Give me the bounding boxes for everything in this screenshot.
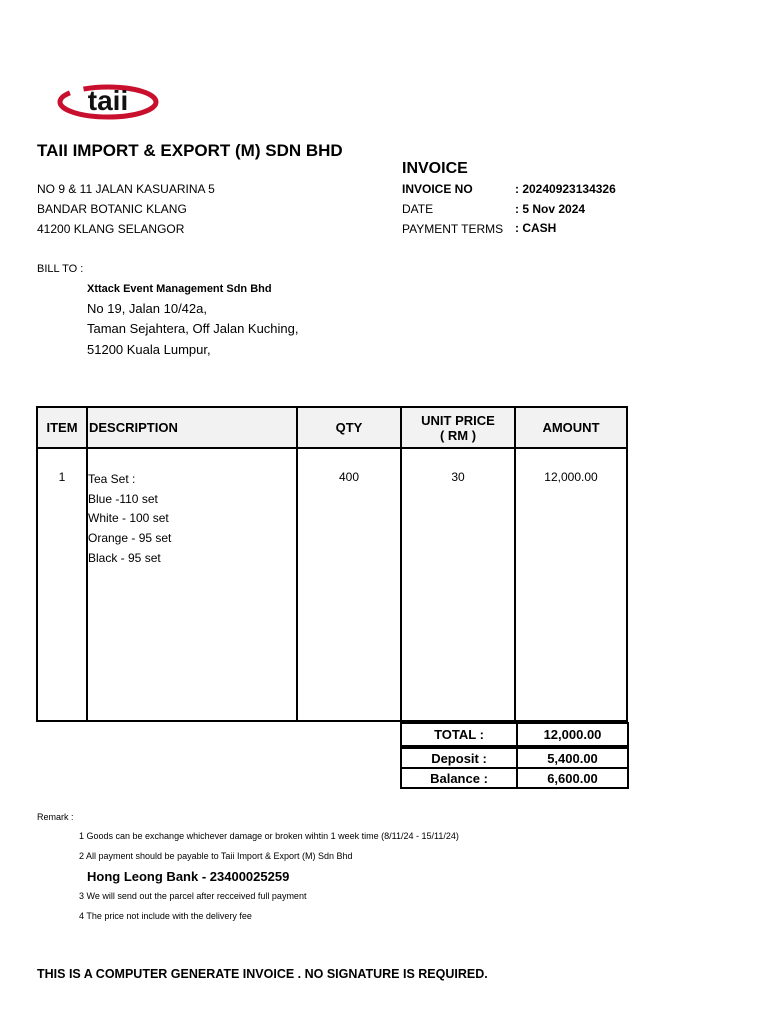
invoice-no-value: : 20240923134326 <box>515 182 616 196</box>
remark-label: Remark : <box>37 812 74 822</box>
balance-label: Balance : <box>430 770 488 786</box>
items-table <box>36 406 628 722</box>
deposit-value: 5,400.00 <box>516 749 627 767</box>
header-unit-price-line-2: ( RM ) <box>439 427 477 443</box>
row-amount: 12,000.00 <box>544 470 598 484</box>
bill-to-name: Xttack Event Management Sdn Bhd <box>87 283 272 295</box>
summary-balance <box>400 767 629 789</box>
payment-terms-value: : CASH <box>515 221 557 235</box>
footer-note: THIS IS A COMPUTER GENERATE INVOICE . NO SIGNATURE IS REQUIRED. <box>37 967 488 981</box>
logo-text: taii <box>87 85 129 116</box>
header-qty: QTY <box>335 420 363 435</box>
bill-to-address-line-3: 51200 Kuala Lumpur, <box>87 342 211 357</box>
header-description: DESCRIPTION <box>89 420 178 435</box>
total-value: 12,000.00 <box>516 724 627 745</box>
remark-item-4: 4 The price not include with the delivery fee <box>79 911 252 921</box>
bill-to-label: BILL TO : <box>37 263 84 275</box>
summary-total <box>400 722 629 747</box>
row-unit-price: 30 <box>451 470 465 484</box>
description-line: Black - 95 set <box>88 550 161 565</box>
company-address-line-1: NO 9 & 11 JALAN KASUARINA 5 <box>37 182 215 196</box>
company-address-line-2: BANDAR BOTANIC KLANG <box>37 202 187 216</box>
description-line: Orange - 95 set <box>88 531 172 546</box>
date-value: : 5 Nov 2024 <box>515 202 586 216</box>
remark-item-1: 1 Goods can be exchange whichever damage or broken wihtin 1 week time (8/11/24 - 15/11/24) <box>79 831 459 841</box>
row-description <box>88 470 171 569</box>
summary-deposit <box>400 747 629 769</box>
header-unit-price-line-1: UNIT PRICE <box>421 412 495 428</box>
row-item: 1 <box>58 470 66 484</box>
row-qty: 400 <box>338 470 360 484</box>
balance-value: 6,600.00 <box>516 769 627 787</box>
bill-to-address-line-1: No 19, Jalan 10/42a, <box>87 301 207 316</box>
header-item: ITEM <box>46 420 78 435</box>
bank-details: Hong Leong Bank - 23400025259 <box>87 869 290 884</box>
deposit-label: Deposit : <box>431 750 487 766</box>
payment-terms-label: PAYMENT TERMS <box>402 222 504 236</box>
header-unit-price <box>402 408 514 447</box>
company-address-line-3: 41200 KLANG SELANGOR <box>37 222 185 236</box>
bill-to-address-line-2: Taman Sejahtera, Off Jalan Kuching, <box>87 321 299 336</box>
remark-item-3: 3 We will send out the parcel after recceived full payment <box>79 891 307 901</box>
company-logo <box>56 82 160 122</box>
header-amount: AMOUNT <box>542 420 600 435</box>
remark-item-2: 2 All payment should be payable to Taii Import & Export (M) Sdn Bhd <box>79 851 353 861</box>
company-name: TAII IMPORT & EXPORT (M) SDN BHD <box>37 141 343 160</box>
invoice-title: INVOICE <box>402 160 468 177</box>
description-line: White - 100 set <box>88 511 169 526</box>
total-label: TOTAL : <box>434 727 484 742</box>
invoice-no-label: INVOICE NO <box>402 182 473 196</box>
description-line: Tea Set : <box>88 472 136 486</box>
description-line: Blue -110 set <box>88 491 158 506</box>
date-label: DATE <box>402 202 434 216</box>
